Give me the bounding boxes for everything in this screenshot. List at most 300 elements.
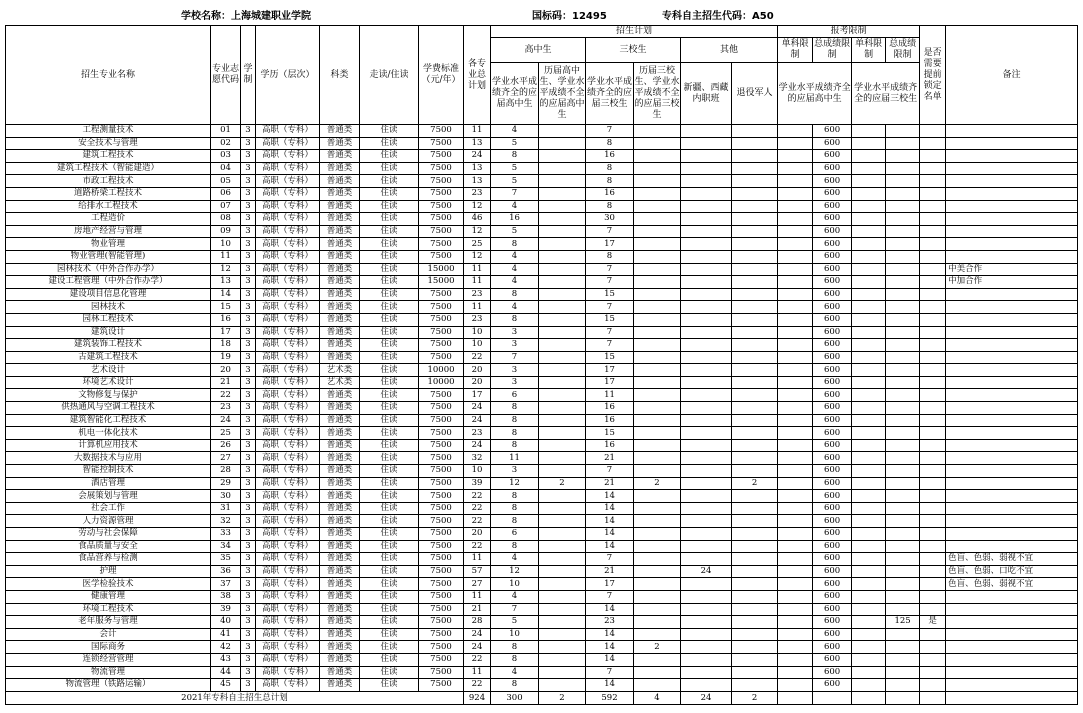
cell-veteran	[732, 452, 778, 465]
cell-total-limit-sxs	[886, 213, 920, 226]
cell-fee: 7500	[419, 590, 464, 603]
col-level: 学历（层次）	[256, 26, 320, 125]
table-row	[6, 238, 1078, 251]
cell-years: 3	[241, 326, 256, 339]
cell-study: 住读	[360, 528, 419, 541]
cell-study: 住读	[360, 666, 419, 679]
cell-xinjiang	[681, 553, 732, 566]
table-row	[6, 553, 1078, 566]
cell-single-limit-high	[778, 238, 813, 251]
cell-total-limit-sxs	[886, 679, 920, 692]
cell-high-current: 4	[491, 263, 539, 276]
cell-remark: 色盲、色弱、口吃不宜	[946, 565, 1078, 578]
total-high-current: 300	[491, 691, 539, 704]
cell-total: 24	[464, 402, 491, 415]
cell-total: 13	[464, 162, 491, 175]
cell-sxs-past	[634, 326, 681, 339]
cell-code: 38	[211, 590, 241, 603]
cell-fee: 7500	[419, 540, 464, 553]
cell-total: 22	[464, 490, 491, 503]
cell-veteran	[732, 553, 778, 566]
cell-category: 普通类	[320, 603, 360, 616]
cell-single-limit-high	[778, 339, 813, 352]
cell-single-limit-sxs	[852, 225, 886, 238]
cell-veteran	[732, 502, 778, 515]
cell-category: 普通类	[320, 276, 360, 289]
cell-lock	[920, 364, 946, 377]
cell-sxs-past	[634, 616, 681, 629]
cell-study: 住读	[360, 452, 419, 465]
cell-total-limit-sxs	[886, 515, 920, 528]
cell-years: 3	[241, 175, 256, 188]
cell-code: 22	[211, 389, 241, 402]
cell-sxs-current: 7	[586, 339, 634, 352]
cell-category: 普通类	[320, 439, 360, 452]
cell-single-limit-sxs	[852, 628, 886, 641]
table-row	[6, 137, 1078, 150]
cell-single-limit-sxs	[852, 250, 886, 263]
cell-level: 高职（专科）	[256, 590, 320, 603]
cell-sxs-current: 23	[586, 616, 634, 629]
cell-single-limit-sxs	[852, 389, 886, 402]
cell-remark	[946, 679, 1078, 692]
cell-single-limit-sxs	[852, 590, 886, 603]
cell-years: 3	[241, 301, 256, 314]
cell-veteran	[732, 590, 778, 603]
cell-xinjiang	[681, 578, 732, 591]
col-high-group: 高中生	[491, 38, 586, 63]
cell-code: 04	[211, 162, 241, 175]
cell-total-limit-high: 600	[813, 150, 852, 163]
cell-total: 24	[464, 439, 491, 452]
cell-total-limit-high: 600	[813, 339, 852, 352]
cell-remark	[946, 213, 1078, 226]
cell-xinjiang	[681, 301, 732, 314]
cell-single-limit-high	[778, 565, 813, 578]
cell-high-current: 8	[491, 150, 539, 163]
cell-high-current: 12	[491, 477, 539, 490]
cell-high-past	[539, 603, 586, 616]
cell-single-limit-sxs	[852, 276, 886, 289]
school-name: 学校名称：上海城建职业学院	[181, 11, 311, 22]
cell-code: 45	[211, 679, 241, 692]
cell-category: 普通类	[320, 351, 360, 364]
cell-years: 3	[241, 490, 256, 503]
cell-study: 住读	[360, 376, 419, 389]
cell-category: 普通类	[320, 666, 360, 679]
cell-fee: 7500	[419, 628, 464, 641]
cell-high-current: 4	[491, 301, 539, 314]
cell-remark	[946, 250, 1078, 263]
cell-name: 社会工作	[6, 502, 211, 515]
cell-high-current: 8	[491, 313, 539, 326]
cell-sxs-current: 14	[586, 641, 634, 654]
cell-total-limit-high: 600	[813, 263, 852, 276]
cell-code: 05	[211, 175, 241, 188]
cell-study: 住读	[360, 150, 419, 163]
cell-remark	[946, 666, 1078, 679]
cell-single-limit-sxs	[852, 653, 886, 666]
cell-lock	[920, 641, 946, 654]
cell-category: 普通类	[320, 162, 360, 175]
cell-veteran	[732, 125, 778, 138]
cell-level: 高职（专科）	[256, 502, 320, 515]
cell-sxs-current: 7	[586, 276, 634, 289]
cell-single-limit-sxs	[852, 238, 886, 251]
cell-total-limit-sxs	[886, 465, 920, 478]
cell-level: 高职（专科）	[256, 326, 320, 339]
col-high-current: 学业水平成绩齐全的应届高中生	[491, 63, 539, 125]
cell-remark	[946, 288, 1078, 301]
cell-total: 12	[464, 225, 491, 238]
cell-sxs-current: 8	[586, 250, 634, 263]
cell-total: 11	[464, 276, 491, 289]
cell-years: 3	[241, 339, 256, 352]
total-veteran: 2	[732, 691, 778, 704]
cell-total: 11	[464, 590, 491, 603]
total-high-past: 2	[539, 691, 586, 704]
cell-lock	[920, 213, 946, 226]
cell-veteran	[732, 603, 778, 616]
cell-name: 大数据技术与应用	[6, 452, 211, 465]
cell-xinjiang	[681, 465, 732, 478]
cell-category: 普通类	[320, 389, 360, 402]
table-row	[6, 616, 1078, 629]
cell-sxs-current: 8	[586, 162, 634, 175]
cell-sxs-past	[634, 628, 681, 641]
cell-total-limit-sxs	[886, 150, 920, 163]
cell-lock	[920, 553, 946, 566]
cell-code: 11	[211, 250, 241, 263]
cell-single-limit-high	[778, 641, 813, 654]
cell-name: 建筑智能化工程技术	[6, 414, 211, 427]
cell-total-limit-high: 600	[813, 137, 852, 150]
cell-high-past	[539, 465, 586, 478]
cell-total: 11	[464, 301, 491, 314]
table-row	[6, 213, 1078, 226]
cell-total-limit-sxs	[886, 187, 920, 200]
cell-high-past	[539, 402, 586, 415]
cell-name: 园林工程技术	[6, 313, 211, 326]
cell-sxs-past	[634, 427, 681, 440]
cell-high-past: 2	[539, 477, 586, 490]
cell-code: 40	[211, 616, 241, 629]
table-row	[6, 414, 1078, 427]
cell-total-limit-sxs	[886, 263, 920, 276]
cell-level: 高职（专科）	[256, 263, 320, 276]
cell-fee: 15000	[419, 276, 464, 289]
cell-high-past	[539, 150, 586, 163]
cell-name: 物流管理	[6, 666, 211, 679]
table-row	[6, 427, 1078, 440]
cell-single-limit-high	[778, 187, 813, 200]
cell-lock	[920, 528, 946, 541]
cell-high-current: 10	[491, 578, 539, 591]
cell-remark	[946, 427, 1078, 440]
cell-veteran	[732, 200, 778, 213]
table-row	[6, 326, 1078, 339]
cell-total-limit-high: 600	[813, 175, 852, 188]
table-row	[6, 175, 1078, 188]
cell-single-limit-high	[778, 553, 813, 566]
cell-single-limit-high	[778, 490, 813, 503]
cell-code: 32	[211, 515, 241, 528]
cell-level: 高职（专科）	[256, 490, 320, 503]
table-row	[6, 263, 1078, 276]
cell-single-limit-sxs	[852, 351, 886, 364]
cell-single-limit-sxs	[852, 213, 886, 226]
cell-single-limit-sxs	[852, 616, 886, 629]
cell-code: 14	[211, 288, 241, 301]
cell-level: 高职（专科）	[256, 540, 320, 553]
cell-veteran	[732, 301, 778, 314]
cell-total-limit-sxs	[886, 414, 920, 427]
cell-remark	[946, 628, 1078, 641]
cell-years: 3	[241, 679, 256, 692]
table-row	[6, 590, 1078, 603]
cell-xinjiang	[681, 326, 732, 339]
cell-veteran	[732, 578, 778, 591]
col-lock: 是否需要提前锁定名单	[920, 26, 946, 125]
table-row	[6, 490, 1078, 503]
cell-single-limit-sxs	[852, 414, 886, 427]
cell-code: 02	[211, 137, 241, 150]
cell-remark	[946, 590, 1078, 603]
cell-remark	[946, 238, 1078, 251]
cell-category: 普通类	[320, 528, 360, 541]
cell-sxs-current: 14	[586, 490, 634, 503]
cell-code: 25	[211, 427, 241, 440]
cell-category: 普通类	[320, 250, 360, 263]
cell-fee: 7500	[419, 452, 464, 465]
cell-total: 22	[464, 515, 491, 528]
cell-category: 普通类	[320, 427, 360, 440]
cell-single-limit-high	[778, 477, 813, 490]
cell-study: 住读	[360, 402, 419, 415]
cell-remark	[946, 414, 1078, 427]
col-limit-high: 学业水平成绩齐全的应届高中生	[778, 63, 852, 125]
cell-total-limit-sxs	[886, 578, 920, 591]
cell-years: 3	[241, 263, 256, 276]
cell-sxs-current: 7	[586, 666, 634, 679]
cell-remark	[946, 364, 1078, 377]
cell-single-limit-sxs	[852, 603, 886, 616]
cell-total: 11	[464, 263, 491, 276]
cell-fee: 7500	[419, 313, 464, 326]
cell-years: 3	[241, 213, 256, 226]
cell-fee: 7500	[419, 603, 464, 616]
cell-single-limit-high	[778, 301, 813, 314]
cell-name: 园林技术	[6, 301, 211, 314]
cell-level: 高职（专科）	[256, 439, 320, 452]
table-row	[6, 502, 1078, 515]
cell-name: 健康管理	[6, 590, 211, 603]
cell-high-past	[539, 528, 586, 541]
cell-sxs-current: 21	[586, 477, 634, 490]
cell-single-limit-sxs	[852, 288, 886, 301]
cell-lock	[920, 250, 946, 263]
cell-sxs-past	[634, 200, 681, 213]
cell-single-limit-high	[778, 653, 813, 666]
cell-name: 建筑设计	[6, 326, 211, 339]
cell-high-current: 11	[491, 452, 539, 465]
cell-high-current: 7	[491, 187, 539, 200]
cell-single-limit-high	[778, 276, 813, 289]
cell-study: 住读	[360, 540, 419, 553]
cell-sxs-current: 16	[586, 414, 634, 427]
cell-single-limit-high	[778, 502, 813, 515]
cell-category: 普通类	[320, 641, 360, 654]
cell-name: 食品营养与检测	[6, 553, 211, 566]
cell-veteran	[732, 175, 778, 188]
cell-fee: 7500	[419, 414, 464, 427]
cell-total-limit-sxs	[886, 376, 920, 389]
table-row	[6, 389, 1078, 402]
cell-xinjiang	[681, 402, 732, 415]
cell-high-past	[539, 439, 586, 452]
cell-remark: 色盲、色弱、弱视不宜	[946, 553, 1078, 566]
cell-lock	[920, 628, 946, 641]
cell-high-past	[539, 364, 586, 377]
cell-sxs-past	[634, 590, 681, 603]
cell-name: 环境艺术设计	[6, 376, 211, 389]
cell-total-limit-high: 600	[813, 515, 852, 528]
cell-total-limit-sxs: 125	[886, 616, 920, 629]
cell-level: 高职（专科）	[256, 376, 320, 389]
cell-fee: 7500	[419, 666, 464, 679]
cell-name: 机电一体化技术	[6, 427, 211, 440]
cell-single-limit-sxs	[852, 666, 886, 679]
table-row	[6, 351, 1078, 364]
cell-xinjiang	[681, 339, 732, 352]
cell-level: 高职（专科）	[256, 515, 320, 528]
cell-sxs-past	[634, 137, 681, 150]
cell-total-limit-sxs	[886, 200, 920, 213]
cell-fee: 7500	[419, 427, 464, 440]
cell-level: 高职（专科）	[256, 225, 320, 238]
cell-total: 13	[464, 137, 491, 150]
cell-sxs-past: 2	[634, 477, 681, 490]
cell-study: 住读	[360, 351, 419, 364]
cell-lock	[920, 666, 946, 679]
cell-level: 高职（专科）	[256, 288, 320, 301]
cell-remark	[946, 187, 1078, 200]
cell-study: 住读	[360, 364, 419, 377]
cell-veteran	[732, 389, 778, 402]
cell-single-limit-high	[778, 175, 813, 188]
cell-single-limit-high	[778, 250, 813, 263]
cell-fee: 15000	[419, 263, 464, 276]
cell-total-limit-sxs	[886, 162, 920, 175]
cell-veteran	[732, 616, 778, 629]
cell-single-limit-high	[778, 150, 813, 163]
cell-years: 3	[241, 137, 256, 150]
cell-single-limit-sxs	[852, 565, 886, 578]
cell-total-limit-sxs	[886, 502, 920, 515]
cell-name: 文物修复与保护	[6, 389, 211, 402]
cell-fee: 10000	[419, 376, 464, 389]
cell-code: 10	[211, 238, 241, 251]
total-row	[6, 691, 1078, 704]
cell-name: 物流管理（铁路运输）	[6, 679, 211, 692]
cell-remark	[946, 389, 1078, 402]
cell-high-current: 5	[491, 225, 539, 238]
cell-veteran	[732, 276, 778, 289]
cell-lock	[920, 313, 946, 326]
cell-total-limit-sxs	[886, 666, 920, 679]
cell-years: 3	[241, 389, 256, 402]
cell-high-past	[539, 175, 586, 188]
cell-single-limit-high	[778, 137, 813, 150]
cell-veteran: 2	[732, 477, 778, 490]
cell-sxs-current: 14	[586, 628, 634, 641]
cell-veteran	[732, 653, 778, 666]
cell-total: 22	[464, 540, 491, 553]
cell-fee: 7500	[419, 213, 464, 226]
cell-sxs-past	[634, 150, 681, 163]
cell-total-limit-high: 600	[813, 376, 852, 389]
cell-fee: 7500	[419, 137, 464, 150]
cell-high-past	[539, 628, 586, 641]
cell-name: 计算机应用技术	[6, 439, 211, 452]
cell-single-limit-high	[778, 515, 813, 528]
col-name: 招生专业名称	[6, 26, 211, 125]
cell-total: 27	[464, 578, 491, 591]
cell-years: 3	[241, 565, 256, 578]
cell-name: 国际商务	[6, 641, 211, 654]
cell-sxs-past	[634, 376, 681, 389]
table-row	[6, 402, 1078, 415]
cell-lock	[920, 288, 946, 301]
cell-lock	[920, 452, 946, 465]
cell-sxs-current: 30	[586, 213, 634, 226]
cell-high-current: 8	[491, 414, 539, 427]
cell-veteran	[732, 364, 778, 377]
cell-name: 老年服务与管理	[6, 616, 211, 629]
cell-fee: 7500	[419, 477, 464, 490]
cell-study: 住读	[360, 313, 419, 326]
cell-total-limit-sxs	[886, 313, 920, 326]
cell-total-limit-high: 600	[813, 250, 852, 263]
cell-single-limit-sxs	[852, 641, 886, 654]
cell-high-current: 8	[491, 427, 539, 440]
cell-remark	[946, 162, 1078, 175]
cell-total-limit-sxs	[886, 351, 920, 364]
cell-lock	[920, 565, 946, 578]
cell-code: 27	[211, 452, 241, 465]
table-row	[6, 250, 1078, 263]
cell-level: 高职（专科）	[256, 125, 320, 138]
cell-name: 智能控制技术	[6, 465, 211, 478]
cell-sxs-past	[634, 465, 681, 478]
cell-veteran	[732, 402, 778, 415]
cell-single-limit-high	[778, 225, 813, 238]
cell-sxs-current: 11	[586, 389, 634, 402]
cell-remark	[946, 225, 1078, 238]
cell-sxs-current: 17	[586, 364, 634, 377]
cell-category: 普通类	[320, 628, 360, 641]
cell-high-past	[539, 653, 586, 666]
table-row	[6, 452, 1078, 465]
cell-veteran	[732, 313, 778, 326]
cell-single-limit-sxs	[852, 162, 886, 175]
cell-sxs-current: 14	[586, 653, 634, 666]
cell-sxs-past	[634, 187, 681, 200]
cell-high-current: 8	[491, 641, 539, 654]
cell-high-current: 8	[491, 288, 539, 301]
cell-high-current: 5	[491, 616, 539, 629]
cell-level: 高职（专科）	[256, 213, 320, 226]
